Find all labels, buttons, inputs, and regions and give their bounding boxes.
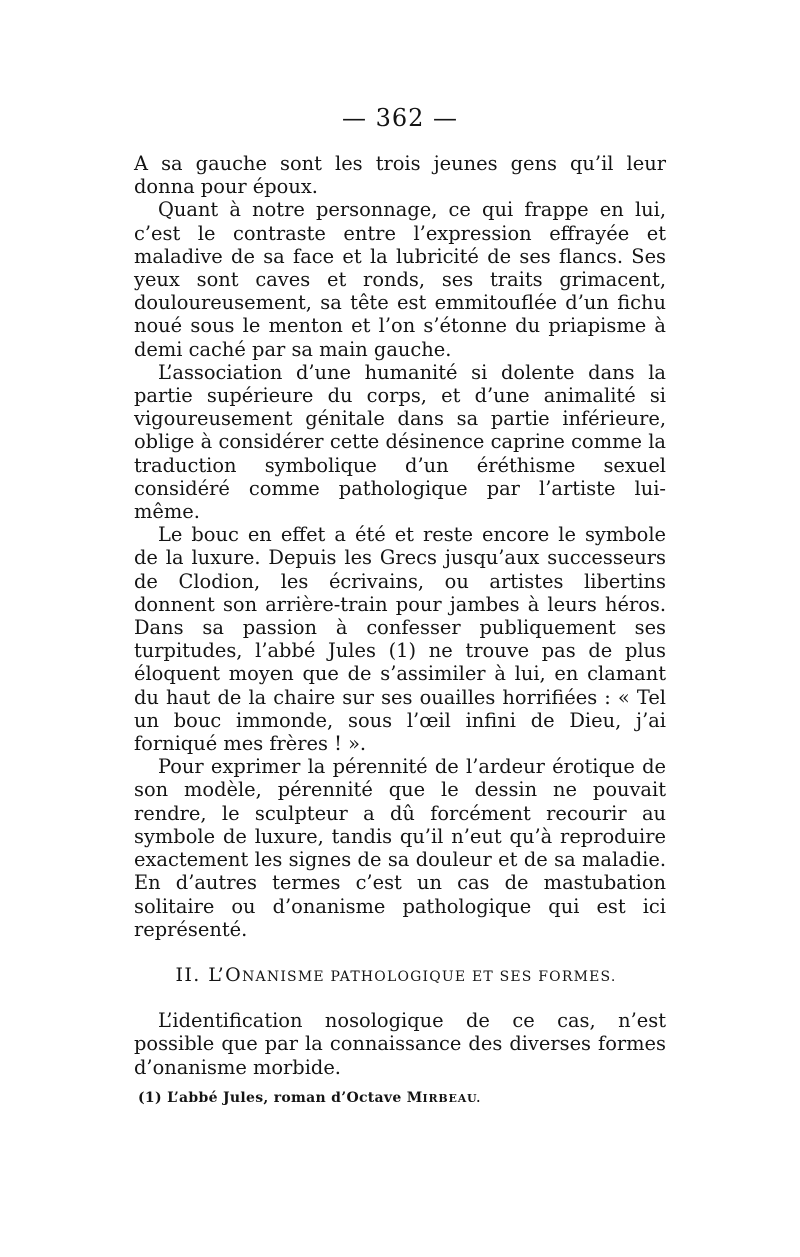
paragraph: Le bouc en effet a été et reste encore le symbole de la luxure. Depuis les Grecs jusqu’aux successeurs de Clodion, les écrivains, ou artistes libertins donnent son arrière-train pour jambes à leurs héros. Dans sa passion à confesser publiquement ses turpitudes, l’abbé Jules (1) ne trouve pas de plus éloquent moyen que de s’assimiler à lui, en clamant du haut de la chaire sur ses ouailles horrifiées : « Tel un bouc immonde, sous l’œil infini de Dieu, j’ai forniqué mes frères ! ». (134, 523, 666, 756)
footnote-author-rest: IRBEAU. (422, 1091, 482, 1105)
footnote-text: L’abbé Jules, roman d’Octave (167, 1089, 402, 1106)
footnote-author-initial: M (406, 1089, 423, 1106)
footnote-marker: (1) (138, 1089, 162, 1106)
body-text (134, 152, 666, 1110)
closing-paragraph: L’identification nosologique de ce cas, n’est possible que par la connaissance des diverses formes d’onanisme morbide. (134, 1009, 666, 1079)
footnote (134, 1087, 666, 1110)
section-heading (134, 964, 666, 989)
section-title-initial: L’O (208, 963, 243, 986)
paragraph: Pour exprimer la pérennité de l’ardeur érotique de son modèle, pérennité que le dessin ne pouvait rendre, le sculpteur a dû forcément recourir au symbole de luxure, tandis qu’il n’eut qu’à reproduire exactement les signes de sa douleur et de sa maladie. En d’autres termes c’est un cas de mastubation solitaire ou d’onanisme pathologique qui est ici représenté. (134, 755, 666, 941)
section-numeral: II. (175, 963, 201, 986)
paragraph: A sa gauche sont les trois jeunes gens qu’il leur donna pour époux. (134, 152, 666, 199)
paragraph: L’association d’une humanité si dolente dans la partie supérieure du corps, et d’une animalité si vigoureusement génitale dans sa partie inférieure, oblige à considérer cette désinence caprine comme la traduction symbolique d’un éréthisme sexuel considéré comme pathologique par l’artiste lui-même. (134, 360, 666, 524)
page-number: — 362 — (341, 104, 459, 132)
paragraph: Quant à notre personnage, ce qui frappe en lui, c’est le contraste entre l’expression effrayée et maladive de sa face et la lubricité de ses flancs. Ses yeux sont caves et ronds, ses traits grimacent, douloureusement, sa tête est emmitouflée d’un fichu noué sous le menton et l’on s’étonne du priapisme à demi caché par sa main gauche. (134, 198, 666, 361)
section-title-rest: NANISME PATHOLOGIQUE ET SES FORMES. (242, 968, 617, 985)
